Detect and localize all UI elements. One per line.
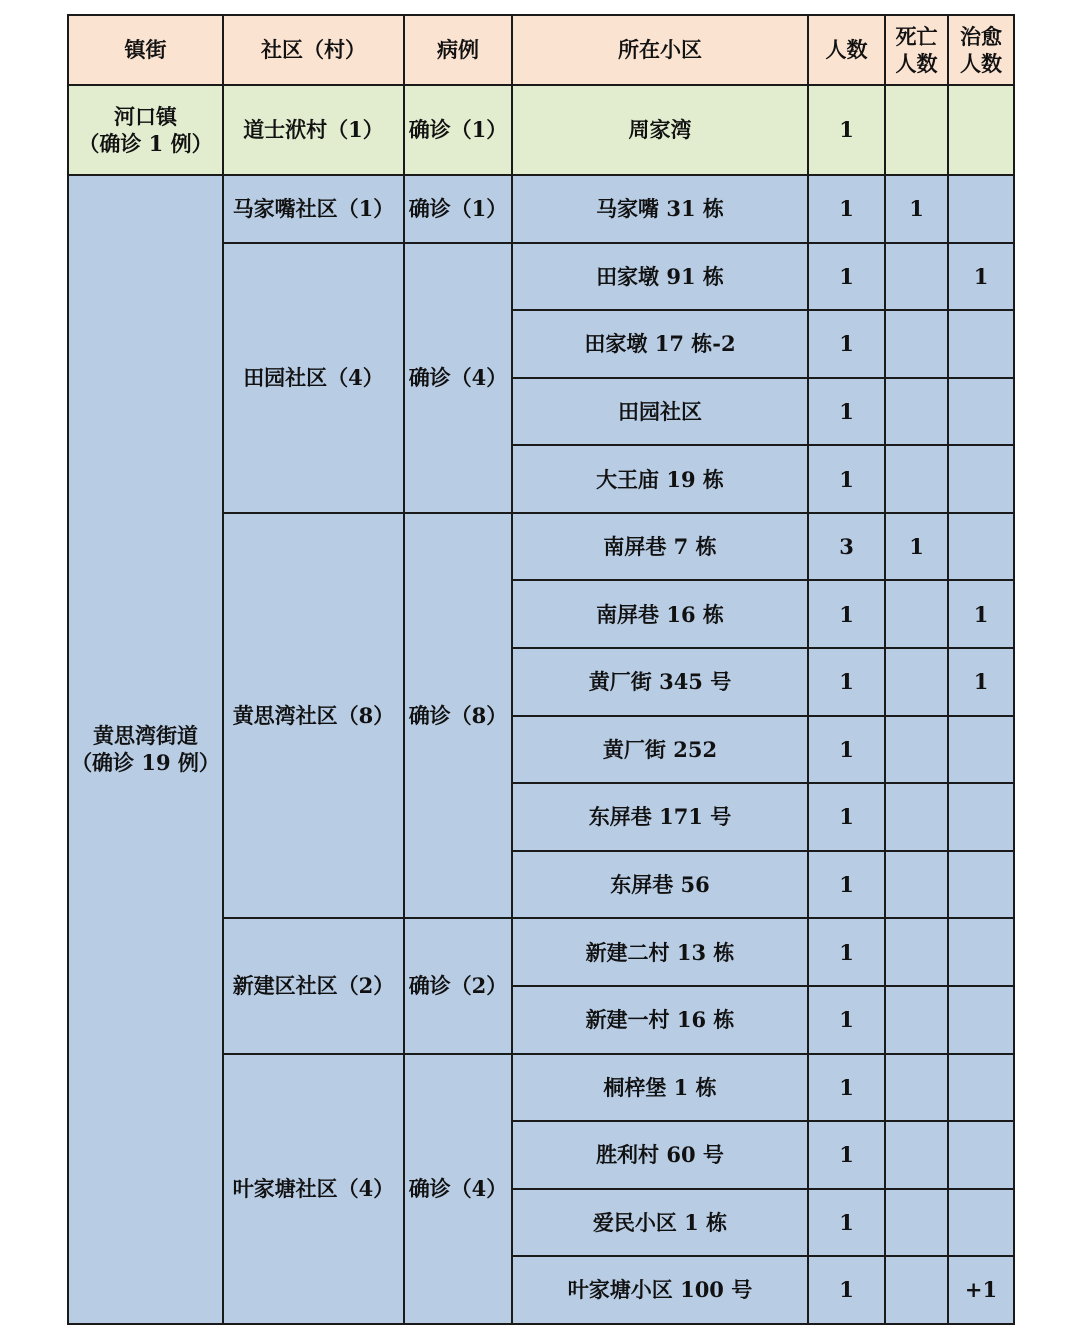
count-cell: 1 [808,1256,885,1324]
location-cell: 黄厂街 345 号 [512,648,808,716]
cured-cell: +1 [948,1256,1014,1324]
count-cell: 1 [808,1189,885,1257]
cured-cell [948,1121,1014,1189]
deaths-cell [885,445,948,513]
town-name: 黄思湾街道 [93,723,198,749]
cases-cell: 确诊（8） [404,513,512,918]
cured-cell [948,918,1014,986]
deaths-cell [885,986,948,1054]
count-cell: 3 [808,513,885,581]
deaths-cell [885,783,948,851]
community-cell: 叶家塘社区（4） [223,1054,404,1324]
location-cell: 田家墩 91 栋 [512,243,808,311]
cured-cell [948,1189,1014,1257]
location-cell: 南屏巷 16 栋 [512,580,808,648]
deaths-cell [885,85,948,175]
location-cell: 大王庙 19 栋 [512,445,808,513]
table-row [68,85,1014,175]
location-cell: 田园社区 [512,378,808,446]
header-deaths-line1: 死亡 [895,23,938,49]
header-cured [948,15,1014,85]
town-cell [68,85,223,175]
deaths-cell [885,918,948,986]
cured-cell: 1 [948,243,1014,311]
cured-cell [948,310,1014,378]
location-cell: 胜利村 60 号 [512,1121,808,1189]
location-cell: 黄厂街 252 [512,716,808,784]
location-cell: 爱民小区 1 栋 [512,1189,808,1257]
deaths-cell [885,648,948,716]
deaths-cell [885,310,948,378]
location-cell: 新建一村 16 栋 [512,986,808,1054]
count-cell: 1 [808,648,885,716]
deaths-cell: 1 [885,175,948,243]
count-cell: 1 [808,1121,885,1189]
deaths-cell [885,1256,948,1324]
location-cell: 东屏巷 171 号 [512,783,808,851]
cases-cell: 确诊（1） [404,85,512,175]
cured-cell: 1 [948,648,1014,716]
header-count: 人数 [808,15,885,85]
count-cell: 1 [808,1054,885,1122]
cases-cell: 确诊（2） [404,918,512,1053]
deaths-cell [885,1121,948,1189]
header-deaths [885,15,948,85]
location-cell: 南屏巷 7 栋 [512,513,808,581]
community-cell: 马家嘴社区（1） [223,175,404,243]
cases-cell: 确诊（1） [404,175,512,243]
location-cell: 新建二村 13 栋 [512,918,808,986]
location-cell: 田家墩 17 栋-2 [512,310,808,378]
header-cured-line1: 治愈 [960,23,1002,49]
count-cell: 1 [808,310,885,378]
cured-cell [948,378,1014,446]
cured-cell [948,175,1014,243]
town-name: 河口镇 [114,103,177,129]
cases-cell: 确诊（4） [404,243,512,513]
count-cell: 1 [808,243,885,311]
community-cell: 新建区社区（2） [223,918,404,1053]
case-table [67,14,1015,1325]
header-deaths-line2: 人数 [895,51,938,76]
deaths-cell [885,378,948,446]
count-cell: 1 [808,445,885,513]
count-cell: 1 [808,918,885,986]
header-town: 镇街 [68,15,223,85]
deaths-cell [885,716,948,784]
table-row [68,175,1014,243]
deaths-cell [885,851,948,919]
deaths-cell [885,1054,948,1122]
count-cell: 1 [808,175,885,243]
location-cell: 马家嘴 31 栋 [512,175,808,243]
cured-cell: 1 [948,580,1014,648]
community-cell: 田园社区（4） [223,243,404,513]
count-cell: 1 [808,851,885,919]
cured-cell [948,445,1014,513]
count-cell: 1 [808,378,885,446]
cured-cell [948,1054,1014,1122]
count-cell: 1 [808,580,885,648]
location-cell: 叶家塘小区 100 号 [512,1256,808,1324]
table-body [68,85,1014,1324]
town-total: （确诊 19 例） [71,750,220,776]
header-location: 所在小区 [512,15,808,85]
deaths-cell [885,243,948,311]
count-cell: 1 [808,85,885,175]
count-cell: 1 [808,783,885,851]
cured-cell [948,513,1014,581]
town-cell [68,175,223,1324]
cured-cell [948,85,1014,175]
cured-cell [948,716,1014,784]
header-cured-line2: 人数 [960,51,1002,76]
location-cell: 桐梓堡 1 栋 [512,1054,808,1122]
deaths-cell [885,1189,948,1257]
header-row [68,15,1014,85]
cases-cell: 确诊（4） [404,1054,512,1324]
cured-cell [948,851,1014,919]
header-community: 社区（村） [223,15,404,85]
cured-cell [948,986,1014,1054]
deaths-cell [885,580,948,648]
count-cell: 1 [808,986,885,1054]
location-cell: 东屏巷 56 [512,851,808,919]
community-cell: 道士洑村（1） [223,85,404,175]
count-cell: 1 [808,716,885,784]
deaths-cell: 1 [885,513,948,581]
cured-cell [948,783,1014,851]
town-total: （确诊 1 例） [78,131,213,156]
community-cell: 黄思湾社区（8） [223,513,404,918]
header-cases: 病例 [404,15,512,85]
location-cell: 周家湾 [512,85,808,175]
